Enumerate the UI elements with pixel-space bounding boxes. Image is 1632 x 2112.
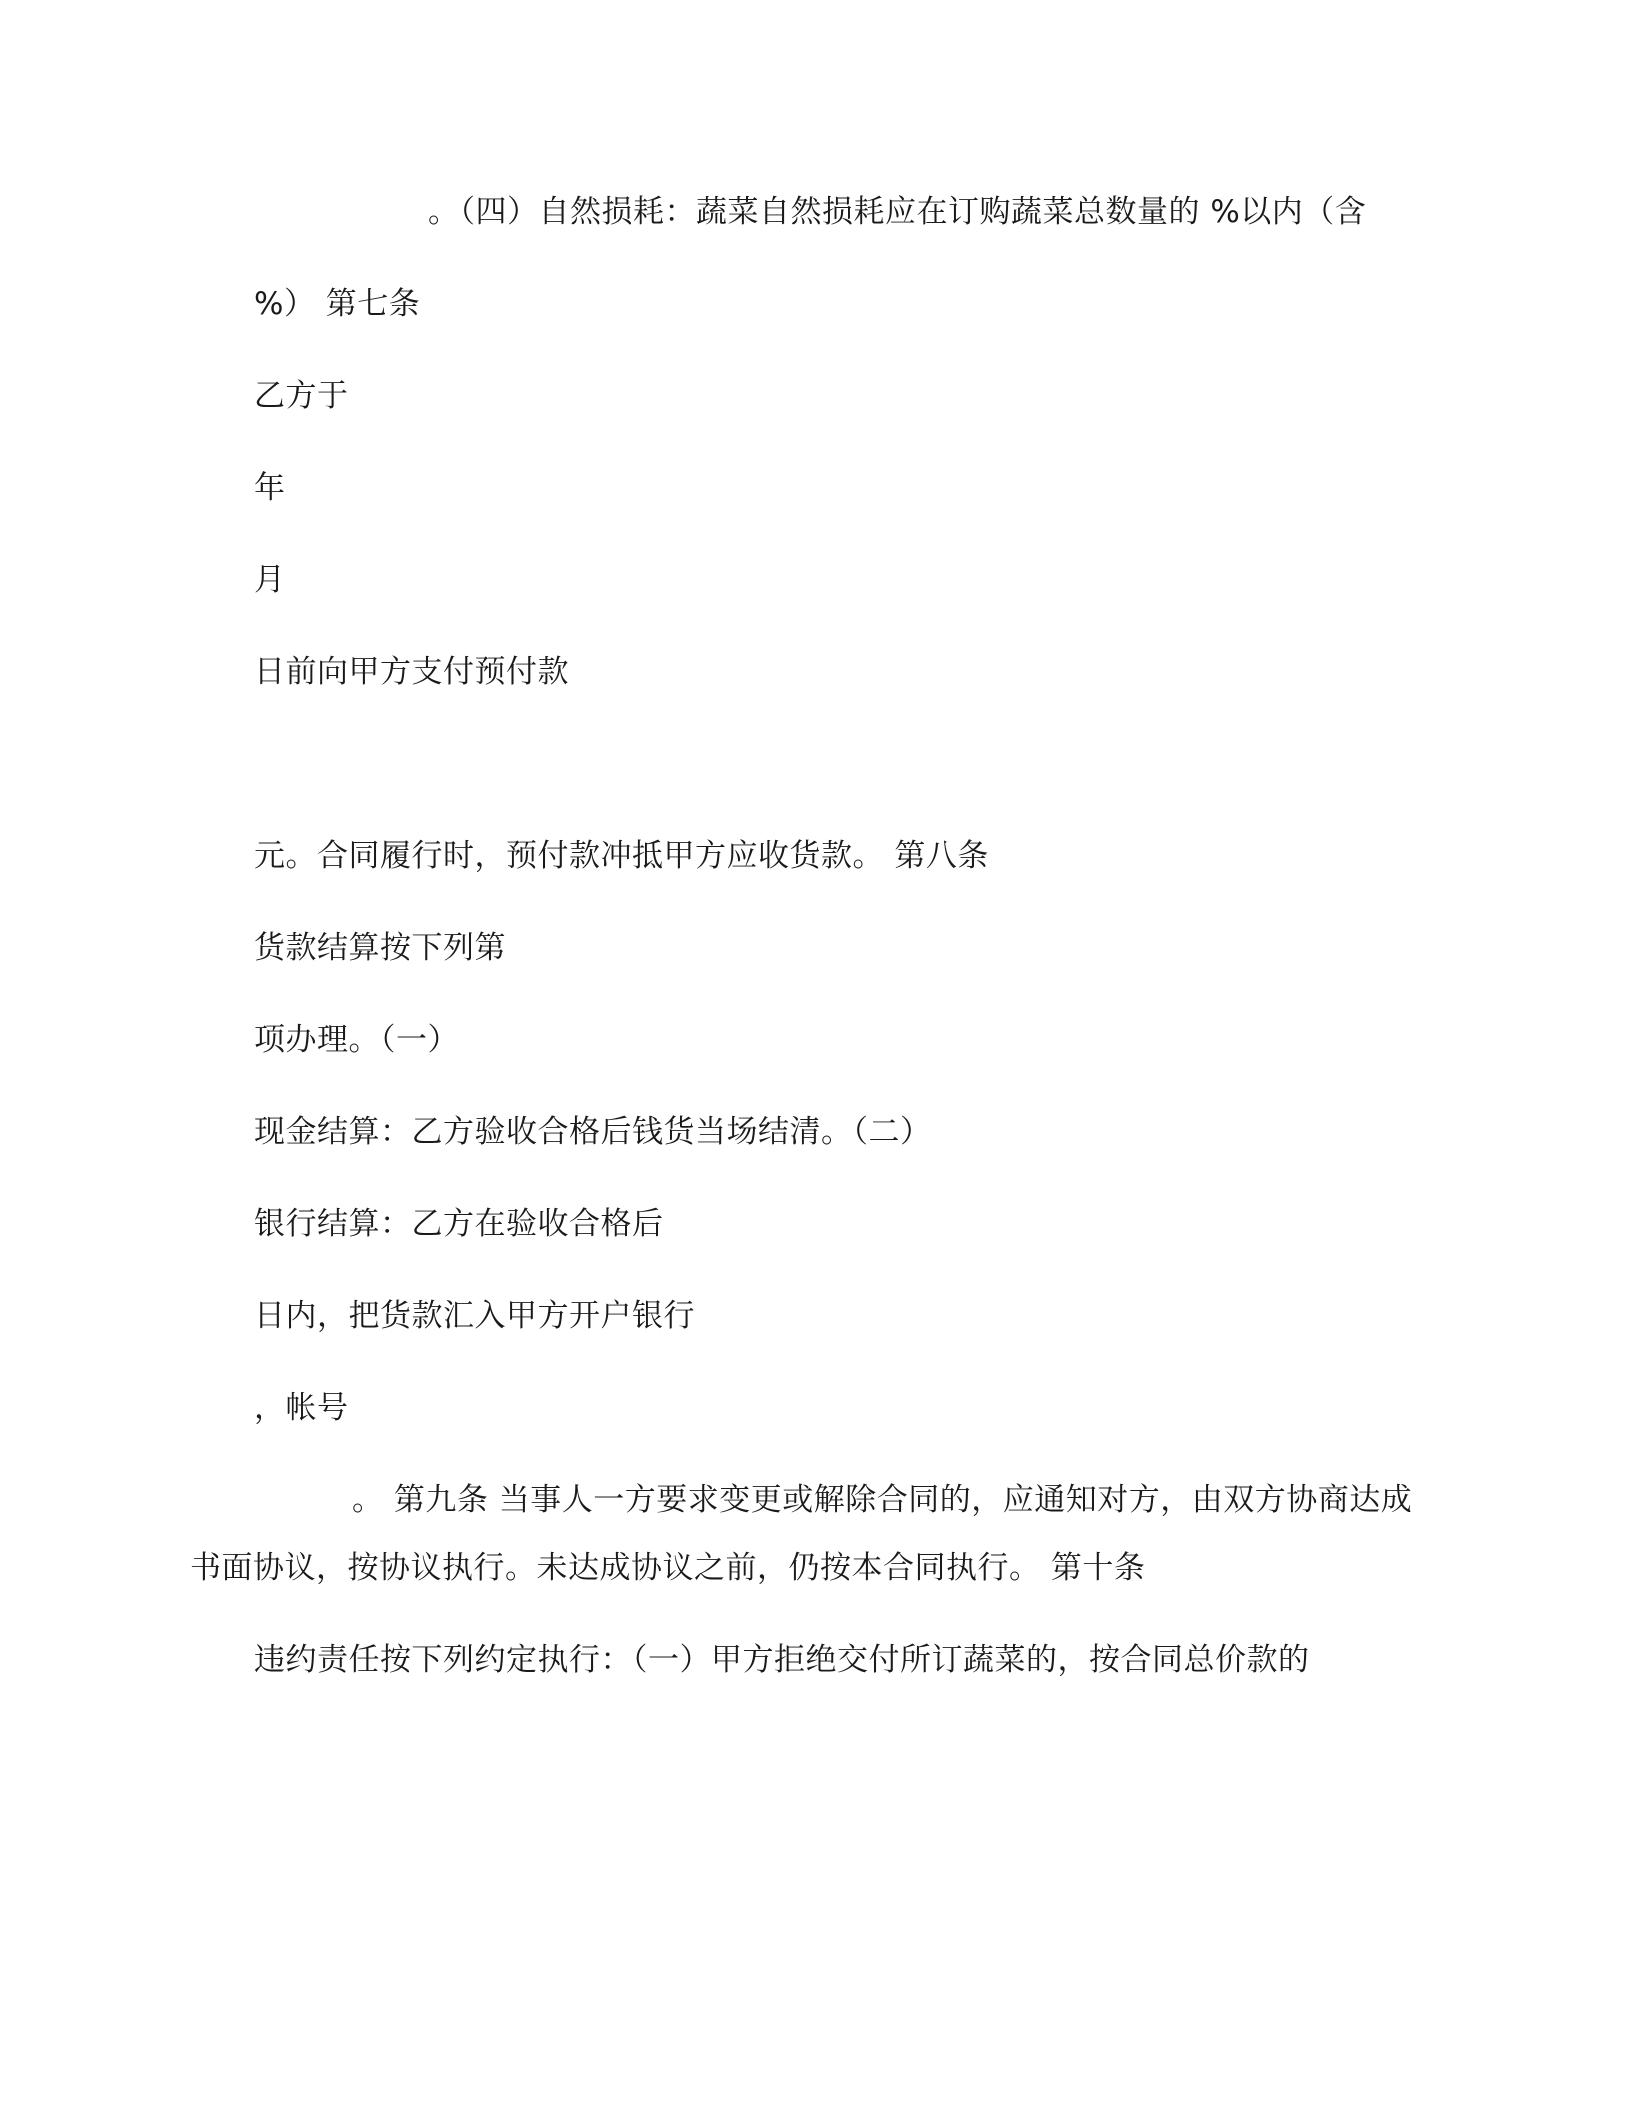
text-line-natural-loss: 。（四）自然损耗：蔬菜自然损耗应在订购蔬菜总数量的 %以内（含 [428, 194, 1367, 230]
text-line-prepayment: 日前向甲方支付预付款 [254, 654, 569, 690]
text-line-party-b: 乙方于 [254, 378, 349, 414]
text-line-breach-liability: 违约责任按下列约定执行：（一）甲方拒绝交付所订蔬菜的，按合同总价款的 [254, 1642, 1310, 1678]
text-line-item-handling: 项办理。（一） [254, 1022, 459, 1058]
text-line-account-number: ，帐号 [254, 1390, 349, 1426]
text-line-article-7: %） 第七条 [254, 286, 421, 322]
text-line-cash-settlement: 现金结算：乙方验收合格后钱货当场结清。（二） [254, 1114, 932, 1150]
text-line-month: 月 [254, 562, 286, 598]
text-line-bank-transfer: 日内，把货款汇入甲方开户银行 [254, 1298, 695, 1334]
text-line-bank-settlement: 银行结算：乙方在验收合格后 [254, 1206, 664, 1242]
text-line-article-9: 。 第九条 当事人一方要求变更或解除合同的，应通知对方，由双方协商达成 [352, 1482, 1413, 1518]
text-line-settlement: 货款结算按下列第 [254, 930, 506, 966]
text-line-written-agreement: 书面协议，按协议执行。未达成协议之前，仍按本合同执行。 第十条 [190, 1550, 1146, 1586]
text-line-year: 年 [254, 470, 286, 506]
text-line-article-8: 元。合同履行时，预付款冲抵甲方应收货款。 第八条 [254, 838, 989, 874]
